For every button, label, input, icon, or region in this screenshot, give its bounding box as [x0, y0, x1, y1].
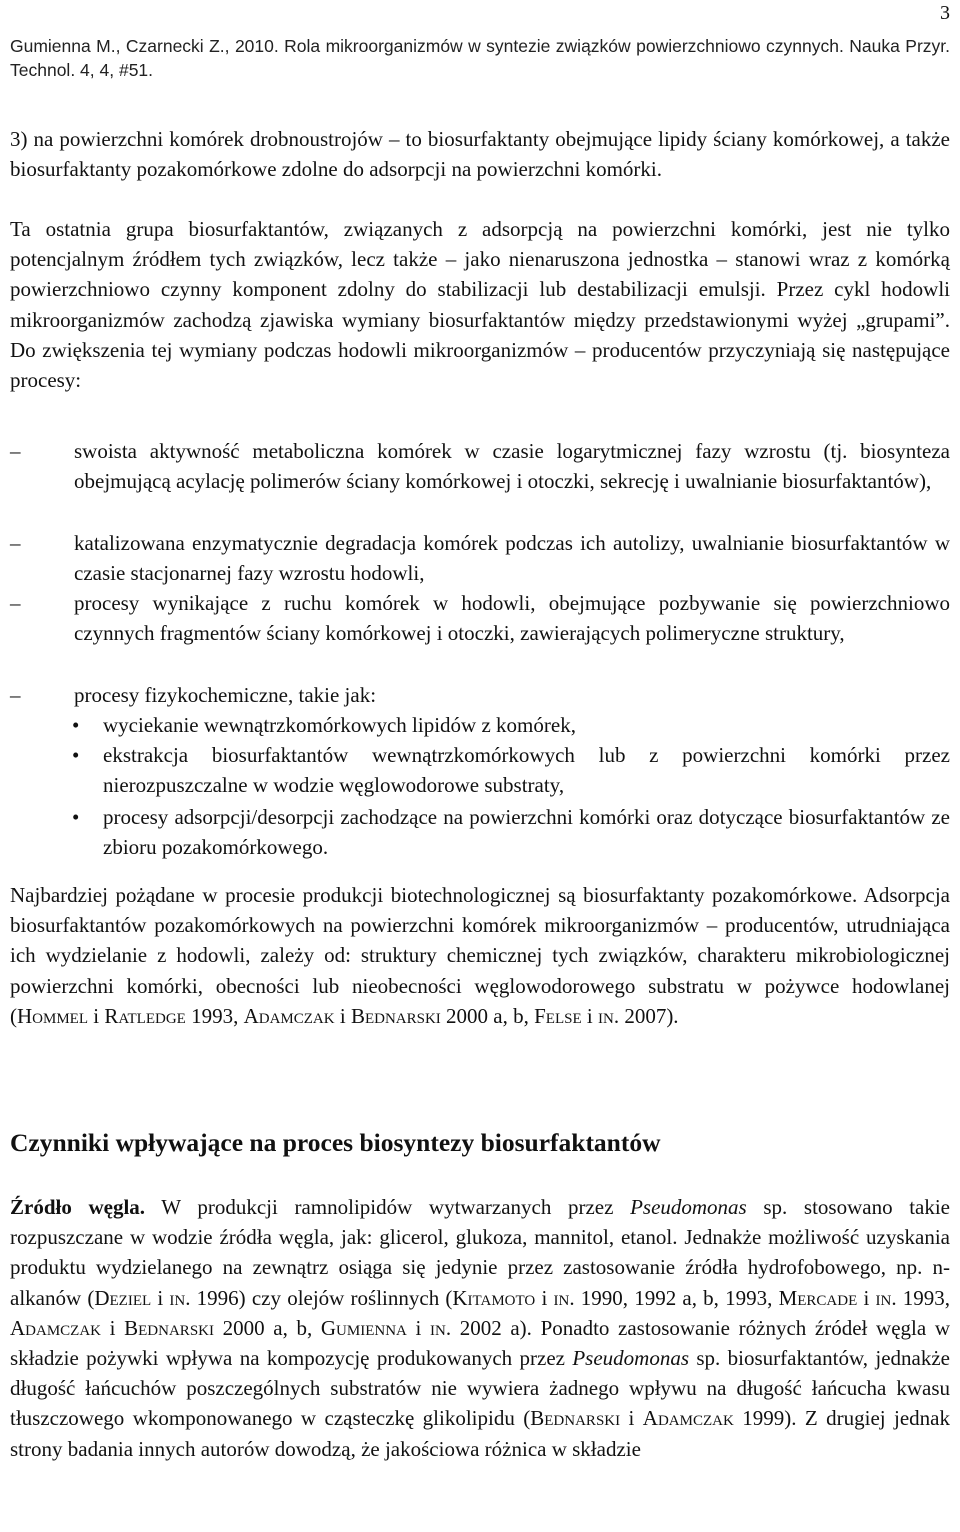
- citation-author: Hommel: [17, 1003, 88, 1028]
- paragraph-2: Ta ostatnia grupa biosurfaktantów, związanych z adsorpcją na powierzchni komórki, jest nie tylko potencjalnym źródłem tych związków, lecz także – jako nienaruszona jednostka – stanowi wraz z komórką powierzchniowo czynny komponent zdolny do stabilizacji lub destabilizacji emulsji. Przez cykl hodowli mikroorganizmów zachodzą zjawiska wymiany biosurfaktantów między przedstawionymi wyżej „grupami”. Do zwiększenia tej wymiany podczas hodowli mikroorganizmów – producentów przyczyniają się następujące procesy:: [10, 217, 950, 393]
- page-number: 3: [940, 2, 950, 24]
- dash-list-item: [10, 436, 950, 496]
- citation-author: Felse: [534, 1003, 582, 1028]
- citation-author: Adamczak: [243, 1003, 335, 1028]
- paragraph-lead: Źródło węgla.: [10, 1195, 146, 1219]
- bullet-marker: •: [72, 805, 80, 829]
- species-name: Pseudomonas: [572, 1346, 690, 1371]
- bullet-marker: •: [72, 743, 80, 767]
- citation-author: Bednarski: [530, 1406, 621, 1431]
- list-item-text: ekstrakcja biosurfaktantów wewnątrzkomórkowych lub z powierzchni komórki przez nierozpuszczalne w wodzie węglowodorowe substraty,: [103, 743, 950, 798]
- citation-author: Mercade: [778, 1285, 858, 1310]
- dash-marker: –: [10, 531, 21, 555]
- list-item-text: procesy fizykochemiczne, takie jak:: [74, 683, 377, 707]
- citation-author: in: [875, 1285, 892, 1310]
- citation-author: Adamczak: [642, 1406, 734, 1431]
- list-item-text: swoista aktywność metaboliczna komórek w czasie logarytmicznej fazy wzrostu (tj. biosynteza obejmującą acylację polimerów ściany komórkowej i otoczki, sekrecję i uwalnianie biosurfaktantów),: [74, 439, 950, 494]
- paragraph-1: 3) na powierzchni komórek drobnoustrojów – to biosurfaktanty obejmujące lipidy ściany komórkowej, a także biosurfaktanty pozakomórkowe zdolne do adsorpcji na powierzchni komórki.: [10, 127, 950, 182]
- citation-author: Adamczak: [10, 1315, 102, 1340]
- citation-author: Ratledge: [104, 1003, 186, 1028]
- paragraph-3: Najbardziej pożądane w procesie produkcji biotechnologicznej są biosurfaktanty pozakomórkowe. Adsorpcja biosurfaktantów pozakomórkowych na powierzchni komórek mikroorganizmów – producentów, utrudniająca ich wydzielanie z hodowli, zależy od: struktury chemicznej tych związków, charakteru mikrobiologicznej powierzchni komórki, obecności lub nieobecności węglowodorowego substratu w pożywce hodowlanej (Hommel i Ratledge 1993, Adamczak i Bednarski 2000 a, b, Felse i in. 2007).: [10, 883, 950, 1028]
- dash-marker: –: [10, 591, 21, 615]
- bullet-list-item: [72, 710, 950, 740]
- citation-author: in: [169, 1285, 186, 1310]
- citation-author: Kitamoto: [452, 1285, 536, 1310]
- bullet-list-item: [72, 740, 950, 800]
- dash-marker: –: [10, 439, 21, 463]
- citation-author: Bednarski: [350, 1003, 441, 1028]
- citation-author: in: [597, 1003, 614, 1028]
- bullet-list-item: [72, 802, 950, 862]
- section-heading: Czynniki wpływające na proces biosyntezy biosurfaktantów: [10, 1128, 661, 1157]
- species-name: Pseudomonas: [630, 1195, 747, 1219]
- paragraph-4: Źródło węgla. W produkcji ramnolipidów wytwarzanych przez Pseudomonas sp. stosowano takie rozpuszczane w wodzie źródła węgla, jak: glicerol, glukoza, mannitol, etanol. Jednakże możliwość uzyskania produktu wydzielanego na zewnątrz osiąga się jedynie przez zastosowanie źródła hydrofobowego, np. n-alkanów (Deziel i in. 1996) czy olejów roślinnych (Kitamoto i in. 1990, 1992 a, b, 1993, Mercade i in. 1993, Adamczak i Bednarski 2000 a, b, Gumienna i in. 2002 a). Ponadto zastosowanie różnych źródeł węgla w składzie pożywki wpływa na kompozycję produkowanych przez Pseudomonas sp. biosurfaktantów, jednakże długość łańcuchów poszczególnych substratów nie wywiera żadnego wpływu na długość łańcucha kwasu tłuszczowego wkomponowanego w cząsteczkę glikolipidu (Bednarski i Adamczak 1999). Z drugiej jednak strony badania innych autorów dowodzą, że jakościowa różnica w składzie: [10, 1195, 951, 1461]
- dash-list-item: [10, 680, 950, 710]
- list-item-text: procesy adsorpcji/desorpcji zachodzące na powierzchni komórki oraz dotyczące biosurfaktantów ze zbioru pozakomórkowego.: [103, 805, 950, 860]
- running-header: Gumienna M., Czarnecki Z., 2010. Rola mikroorganizmów w syntezie związków powierzchniowo czynnych. Nauka Przyr. Technol. 4, 4, #51.: [10, 36, 950, 80]
- citation-author: Bednarski: [124, 1315, 214, 1340]
- citation-author: in: [430, 1315, 446, 1340]
- dash-marker: –: [10, 683, 21, 707]
- citation-author: Deziel: [94, 1285, 152, 1310]
- list-item-text: procesy wynikające z ruchu komórek w hodowli, obejmujące pozbywanie się powierzchniowo czynnych fragmentów ściany komórkowej i otoczki, zawierających polimeryczne struktury,: [74, 591, 950, 646]
- citation-author: Gumienna: [320, 1315, 407, 1340]
- bullet-marker: •: [72, 713, 80, 737]
- citation-author: in: [553, 1285, 570, 1310]
- list-item-text: katalizowana enzymatycznie degradacja komórek podczas ich autolizy, uwalnianie biosurfaktantów w czasie stacjonarnej fazy wzrostu hodowli,: [74, 531, 950, 586]
- dash-list-item: [10, 588, 950, 648]
- list-item-text: wyciekanie wewnątrzkomórkowych lipidów z komórek,: [103, 713, 576, 737]
- dash-list-item: [10, 528, 950, 588]
